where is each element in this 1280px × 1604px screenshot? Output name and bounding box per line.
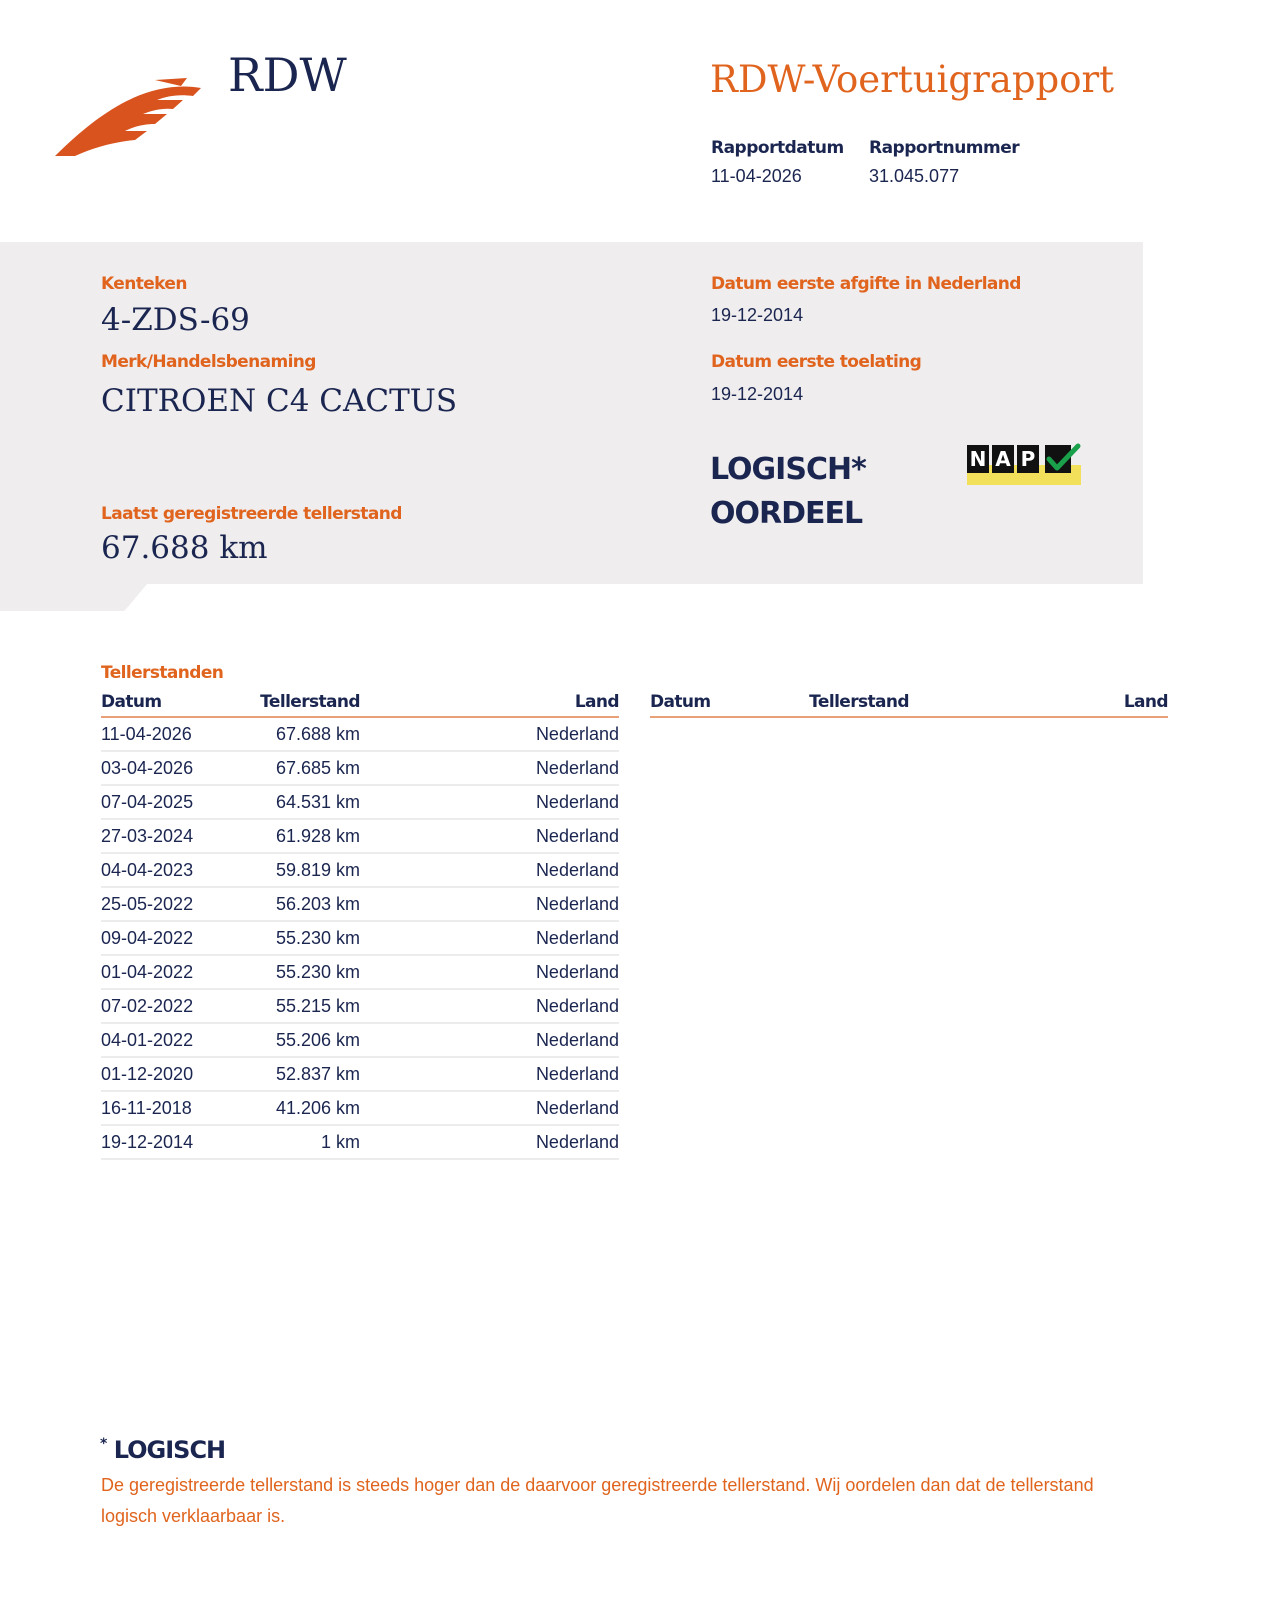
table-row: [101, 1091, 619, 1125]
history-section-title: Tellerstanden: [101, 663, 224, 683]
verdict-line-1: LOGISCH*: [710, 452, 866, 487]
first-issue-nl-label: Datum eerste afgifte in Nederland: [711, 274, 1021, 294]
table-row: [101, 989, 619, 1023]
cell-date: 01-12-2020: [101, 1057, 256, 1091]
first-issue-nl-value: 19-12-2014: [711, 305, 804, 325]
table-row: [101, 1023, 619, 1057]
table-row: [101, 785, 619, 819]
cell-odometer: 59.819 km: [256, 853, 360, 887]
col-header-date: Datum: [650, 690, 805, 717]
cell-country: Nederland: [360, 785, 619, 819]
table-header-row: [101, 690, 619, 717]
cell-date: 27-03-2024: [101, 819, 256, 853]
cell-date: 25-05-2022: [101, 887, 256, 921]
footnote-text: De geregistreerde tellerstand is steeds hoger dan de daarvoor geregistreerde tellerstand. Wij oordelen dan dat de tellerstand logisch verklaarbaar is.: [101, 1475, 1094, 1526]
cell-country: Nederland: [360, 989, 619, 1023]
cell-date: 03-04-2026: [101, 751, 256, 785]
cell-date: 07-02-2022: [101, 989, 256, 1023]
checkmark-icon: [1045, 443, 1081, 475]
cell-country: Nederland: [360, 819, 619, 853]
cell-date: 19-12-2014: [101, 1125, 256, 1159]
cell-country: Nederland: [360, 717, 619, 751]
cell-country: Nederland: [360, 955, 619, 989]
odometer-label: Laatst geregistreerde tellerstand: [101, 504, 402, 524]
table-row: [101, 1125, 619, 1159]
col-header-country: Land: [909, 690, 1168, 717]
make-label: Merk/Handelsbenaming: [101, 352, 316, 372]
cell-country: Nederland: [360, 1023, 619, 1057]
cell-odometer: 55.215 km: [256, 989, 360, 1023]
cell-odometer: 55.206 km: [256, 1023, 360, 1057]
cell-odometer: 61.928 km: [256, 819, 360, 853]
nap-letter-a: A: [992, 445, 1014, 473]
report-date-label: Rapportdatum: [711, 138, 844, 158]
footnote-title-text: LOGISCH: [113, 1436, 226, 1464]
nap-letter-p: P: [1017, 445, 1039, 473]
footnote-star: *: [100, 1436, 107, 1452]
report-number-value: 31.045.077: [869, 166, 960, 186]
cell-date: 09-04-2022: [101, 921, 256, 955]
cell-odometer: 64.531 km: [256, 785, 360, 819]
table-row: [101, 887, 619, 921]
table-row: [101, 751, 619, 785]
cell-country: Nederland: [360, 887, 619, 921]
page-title: RDW-Voertuigrapport: [710, 58, 1115, 101]
plate-label: Kenteken: [101, 274, 187, 294]
cell-odometer: 1 km: [256, 1125, 360, 1159]
cell-date: 01-04-2022: [101, 955, 256, 989]
odometer-history-table: [101, 690, 619, 1160]
cell-country: Nederland: [360, 751, 619, 785]
table-row: [101, 717, 619, 751]
col-header-country: Land: [360, 690, 619, 717]
nap-logo: [965, 443, 1083, 490]
table-row: [101, 1057, 619, 1091]
footnote-title: [100, 1436, 225, 1464]
cell-odometer: 52.837 km: [256, 1057, 360, 1091]
cell-odometer: 56.203 km: [256, 887, 360, 921]
nap-letter-n: N: [967, 445, 989, 473]
table-row: [101, 819, 619, 853]
cell-country: Nederland: [360, 1125, 619, 1159]
first-admission-label: Datum eerste toelating: [711, 352, 922, 372]
cell-odometer: 41.206 km: [256, 1091, 360, 1125]
cell-odometer: 67.685 km: [256, 751, 360, 785]
cell-country: Nederland: [360, 921, 619, 955]
cell-odometer: 55.230 km: [256, 955, 360, 989]
plate-value: 4-ZDS-69: [101, 302, 250, 338]
col-header-date: Datum: [101, 690, 256, 717]
report-date-value: 11-04-2026: [711, 166, 802, 186]
cell-date: 11-04-2026: [101, 717, 256, 751]
table-row: [101, 921, 619, 955]
panel-tab-decoration: [0, 583, 148, 611]
rdw-logo-icon: [55, 76, 205, 158]
cell-country: Nederland: [360, 853, 619, 887]
cell-odometer: 67.688 km: [256, 717, 360, 751]
logo-wordmark: RDW: [228, 48, 347, 102]
cell-date: 04-01-2022: [101, 1023, 256, 1057]
table-row: [101, 853, 619, 887]
first-admission-value: 19-12-2014: [711, 384, 804, 404]
table-row: [101, 955, 619, 989]
cell-odometer: 55.230 km: [256, 921, 360, 955]
col-header-odometer: Tellerstand: [805, 690, 909, 717]
table-header-row: [650, 690, 1168, 717]
cell-date: 07-04-2025: [101, 785, 256, 819]
report-number-label: Rapportnummer: [869, 138, 1020, 158]
cell-country: Nederland: [360, 1091, 619, 1125]
cell-date: 04-04-2023: [101, 853, 256, 887]
col-header-odometer: Tellerstand: [256, 690, 360, 717]
cell-date: 16-11-2018: [101, 1091, 256, 1125]
history-rows: [101, 717, 619, 1159]
make-value: CITROEN C4 CACTUS: [101, 383, 458, 419]
verdict-text: [710, 448, 866, 536]
verdict-line-2: OORDEEL: [710, 496, 863, 531]
cell-country: Nederland: [360, 1057, 619, 1091]
odometer-value: 67.688 km: [101, 530, 268, 566]
odometer-history-table-continued: [650, 690, 1168, 718]
